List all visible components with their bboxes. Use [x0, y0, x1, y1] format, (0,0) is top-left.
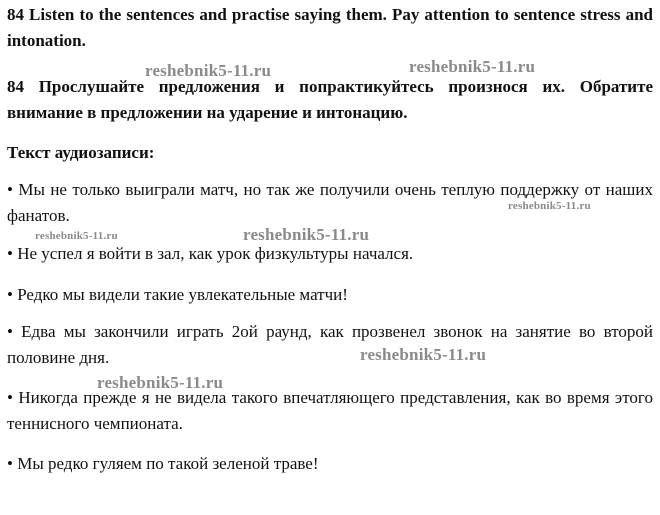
audio-heading: Текст аудиозаписи:: [7, 143, 155, 162]
task-instruction-russian: 84 Прослушайте предложения и попрактикуйтесь произнося их. Обратите внимание в предложении на ударение и интонацию.: [7, 77, 653, 122]
sentence-item-3: • Редко мы видели такие увлекательные матчи!: [7, 285, 348, 304]
watermark: reshebnik5-11.ru: [243, 225, 370, 244]
sentence-item-6: • Мы редко гуляем по такой зеленой траве!: [7, 454, 319, 473]
sentence-item-1: • Мы не только выиграли матч, но так же получили очень теплую поддержку от наших фанатов.: [7, 180, 653, 225]
task-instruction-english: 84 Listen to the sentences and practise saying them. Pay attention to sentence stress and intonation.: [7, 5, 653, 50]
sentence-item-2: • Не успел я войти в зал, как урок физкультуры начался.: [7, 244, 414, 263]
sentence-item-4: • Едва мы закончили играть 2ой раунд, как прозвенел звонок на занятие во второй половине дня.: [7, 322, 653, 367]
sentence-item-5: • Никогда прежде я не видела такого впечатляющего представления, как во время этого теннисного чемпионата.: [7, 388, 653, 433]
watermark: reshebnik5-11.ru: [508, 200, 591, 212]
watermark: reshebnik5-11.ru: [409, 57, 536, 76]
watermark: reshebnik5-11.ru: [360, 345, 487, 364]
watermark: reshebnik5-11.ru: [97, 373, 224, 392]
watermark: reshebnik5-11.ru: [35, 230, 118, 242]
watermark: reshebnik5-11.ru: [145, 61, 272, 80]
